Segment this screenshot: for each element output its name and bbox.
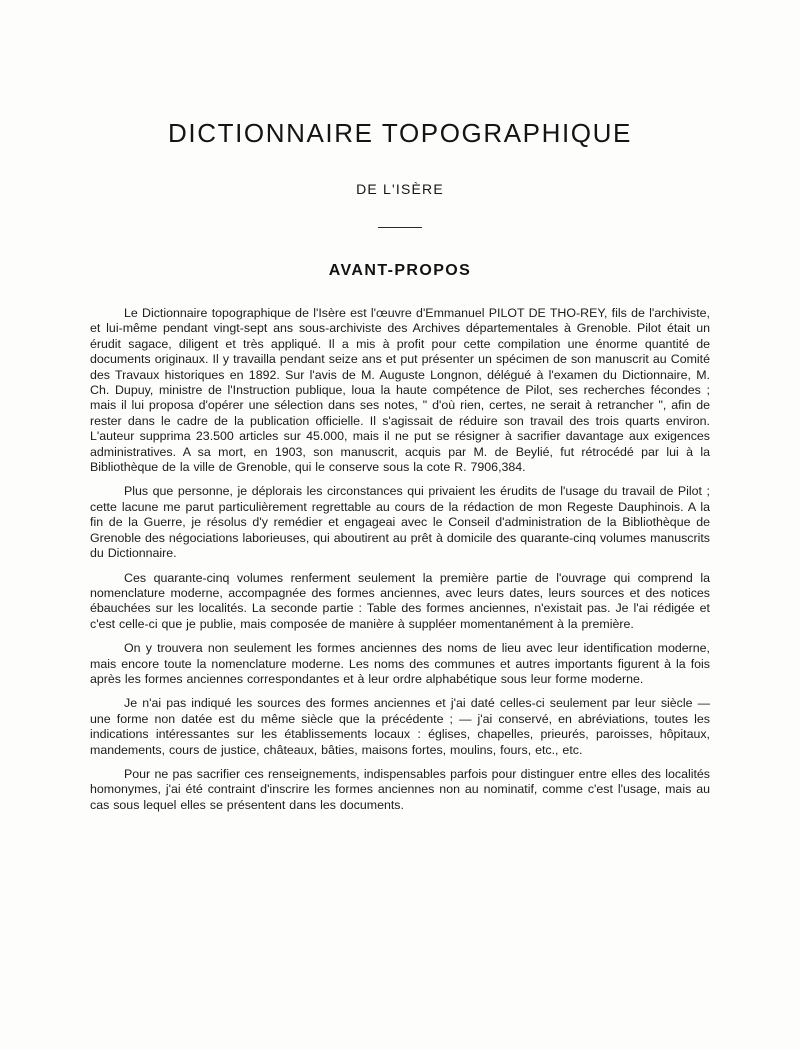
paragraph: On y trouvera non seulement les formes anciennes des noms de lieu avec leur identification moderne, mais encore toute la nomenclature moderne. Les noms des communes et autres importants figurent à la fois après les formes anciennes correspondantes et à leur ordre alphabétique sous leur forme moderne. — [90, 641, 710, 686]
body-text — [90, 306, 710, 813]
paragraph: Plus que personne, je déplorais les circonstances qui privaient les érudits de l'usage du travail de Pilot ; cette lacune me parut particulièrement regrettable au cours de la rédaction de mon Regeste Dauphinois. A la fin de la Guerre, je résolus d'y remédier et engageai avec le Conseil d'administration de la Bibliothèque de Grenoble des négociations laborieuses, qui aboutirent au prêt à domicile des quarante-cinq volumes manuscrits du Dictionnaire. — [90, 484, 710, 561]
section-heading: AVANT-PROPOS — [328, 262, 472, 279]
paragraph: Je n'ai pas indiqué les sources des formes anciennes et j'ai daté celles-ci seulement par leur siècle — une forme non datée est du même siècle que la précédente ; — j'ai conservé, en abréviations, toutes les indications intéressantes sur les établissements locaux : églises, chapelles, prieurés, paroisses, hôpitaux, mandements, cours de justice, châteaux, bâties, maisons fortes, moulins, fours, etc., etc. — [90, 696, 710, 757]
document-subtitle: DE L'ISÈRE — [356, 181, 444, 197]
paragraph: Le Dictionnaire topographique de l'Isère est l'œuvre d'Emmanuel PILOT DE THO-REY, fils de l'archiviste, et lui-même pendant vingt-sept ans sous-archiviste des Archives départementales à Grenoble. Pilot était un érudit sagace, diligent et très appliqué. Il a mis à profit pour cette compilation une énorme quantité de documents originaux. Il y travailla pendant seize ans et put présenter un spécimen de son manuscrit au Comité des Travaux historiques en 1892. Sur l'avis de M. Auguste Longnon, délégué à l'examen du Dictionnaire, M. Ch. Dupuy, ministre de l'Instruction publique, loua la haute compétence de Pilot, ses recherches fécondes ; mais il lui proposa d'opérer une sélection dans ses notes, " d'où rien, certes, ne serait à retrancher ", afin de rester dans le cadre de la publication officielle. Il s'agissait de réduire son travail des trois quarts environ. L'auteur supprima 23.500 articles sur 45.000, mais il ne put se résigner à sacrifier davantage aux exigences administratives. A sa mort, en 1903, son manuscrit, acquis par M. de Beylié, fut rétrocédé par lui à la Bibliothèque de la ville de Grenoble, qui le conserve sous la cote R. 7906,384. — [90, 306, 710, 475]
paragraph: Ces quarante-cinq volumes renferment seulement la première partie de l'ouvrage qui comprend la nomenclature moderne, accompagnée des formes anciennes, avec leurs dates, leurs sources et des notices ébauchées sur les localités. La seconde partie : Table des formes anciennes, n'existait pas. Je l'ai rédigée et c'est celle-ci que je publie, mais composée de manière à suppléer momentanément à la première. — [90, 570, 710, 631]
paragraph: Pour ne pas sacrifier ces renseignements, indispensables parfois pour distinguer entre elles des localités homonymes, j'ai été contraint d'inscrire les formes anciennes non au nominatif, comme c'est l'usage, mais au cas sous lequel elles se présentent dans les documents. — [90, 766, 710, 812]
divider-rule — [378, 227, 422, 228]
document-content — [90, 118, 710, 813]
page-title: DICTIONNAIRE TOPOGRAPHIQUE — [168, 118, 632, 148]
